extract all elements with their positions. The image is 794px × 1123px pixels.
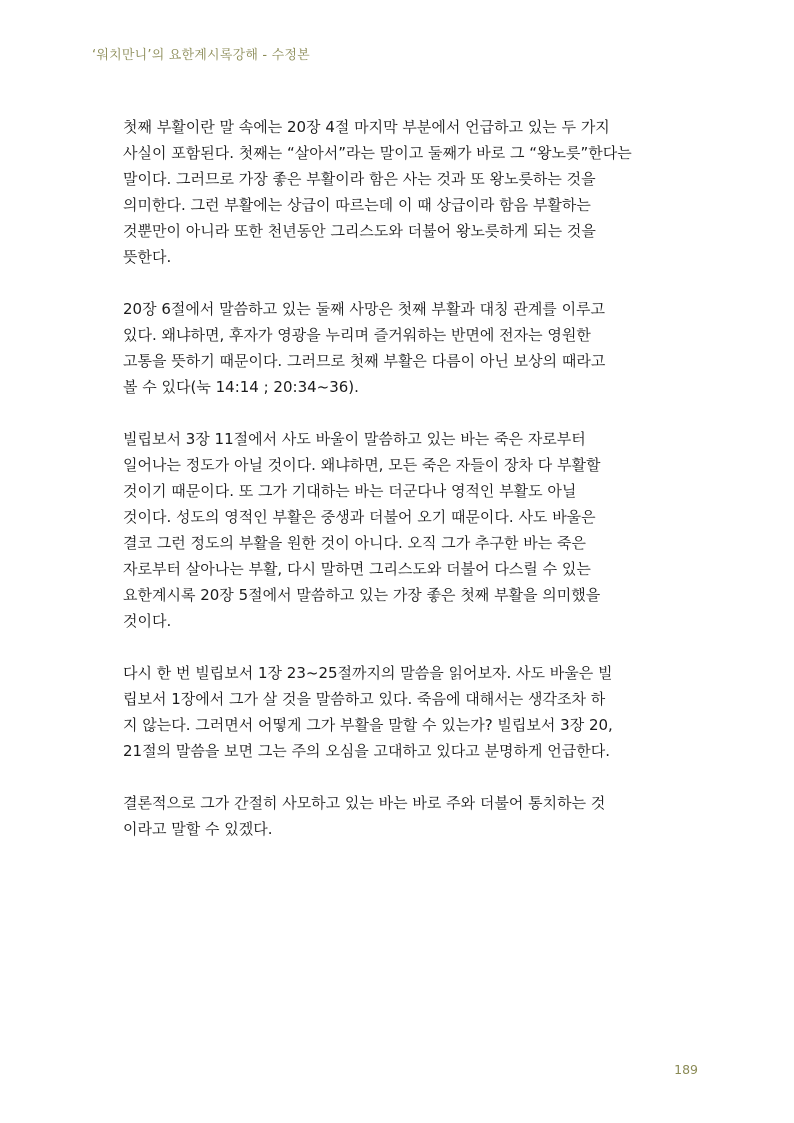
text-line: 20장 6절에서 말씀하고 있는 둘째 사망은 첫째 부활과 대칭 관계를 이루고 [123, 300, 606, 318]
text-line: 볼 수 있다(눅 14:14 ; 20:34~36). [123, 378, 359, 396]
running-header-title: ‘워치만니’의 요한계시록강해 - 수정본 [92, 48, 310, 63]
text-line: 것뿐만이 아니라 또한 천년동안 그리스도와 더불어 왕노릇하게 되는 것을 [123, 222, 596, 240]
text-line: 것이기 때문이다. 또 그가 기대하는 바는 더군다나 영적인 부활도 아닐 [123, 482, 577, 500]
text-line: 이라고 말할 수 있겠다. [123, 820, 273, 838]
paragraph-1 [123, 114, 695, 270]
text-line: 것이다. 성도의 영적인 부활은 중생과 더불어 오기 때문이다. 사도 바울은 [123, 508, 596, 526]
page-number: 189 [674, 1062, 698, 1077]
text-line: 빌립보서 3장 11절에서 사도 바울이 말씀하고 있는 바는 죽은 자로부터 [123, 430, 586, 448]
text-line: 일어나는 정도가 아닐 것이다. 왜냐하면, 모든 죽은 자들이 장차 다 부활할 [123, 456, 601, 474]
text-line: 다시 한 번 빌립보서 1장 23~25절까지의 말씀을 읽어보자. 사도 바울은 빌 [123, 664, 613, 682]
paragraph-3 [123, 426, 695, 634]
text-line: 지 않는다. 그러면서 어떻게 그가 부활을 말할 수 있는가? 빌립보서 3장 20, [123, 716, 613, 734]
text-line: 요한계시록 20장 5절에서 말씀하고 있는 가장 좋은 첫째 부활을 의미했을 [123, 586, 601, 604]
text-line: 21절의 말씀을 보면 그는 주의 오심을 고대하고 있다고 분명하게 언급한다. [123, 742, 610, 760]
text-line: 립보서 1장에서 그가 살 것을 말씀하고 있다. 죽음에 대해서는 생각조차 하 [123, 690, 606, 708]
paragraph-5 [123, 790, 695, 842]
text-line: 고통을 뜻하기 때문이다. 그러므로 첫째 부활은 다름이 아닌 보상의 때라고 [123, 352, 606, 370]
text-line: 것이다. [123, 612, 172, 630]
text-line: 있다. 왜냐하면, 후자가 영광을 누리며 즐거워하는 반면에 전자는 영원한 [123, 326, 591, 344]
paragraph-4 [123, 660, 695, 764]
paragraph-2 [123, 296, 695, 400]
text-line: 첫째 부활이란 말 속에는 20장 4절 마지막 부분에서 언급하고 있는 두 가지 [123, 118, 610, 136]
text-line: 의미한다. 그런 부활에는 상급이 따르는데 이 때 상급이라 함음 부활하는 [123, 196, 591, 214]
body-text [123, 114, 695, 868]
text-line: 결코 그런 정도의 부활을 원한 것이 아니다. 오직 그가 추구한 바는 죽은 [123, 534, 586, 552]
text-line: 말이다. 그러므로 가장 좋은 부활이라 함은 사는 것과 또 왕노릇하는 것을 [123, 170, 596, 188]
text-line: 결론적으로 그가 간절히 사모하고 있는 바는 바로 주와 더불어 통치하는 것 [123, 794, 606, 812]
text-line: 자로부터 살아나는 부활, 다시 말하면 그리스도와 더불어 다스릴 수 있는 [123, 560, 591, 578]
text-line: 사실이 포함된다. 첫째는 “살아서”라는 말이고 둘째가 바로 그 “왕노릇”한다는 [123, 144, 632, 162]
text-line: 뜻한다. [123, 248, 172, 266]
